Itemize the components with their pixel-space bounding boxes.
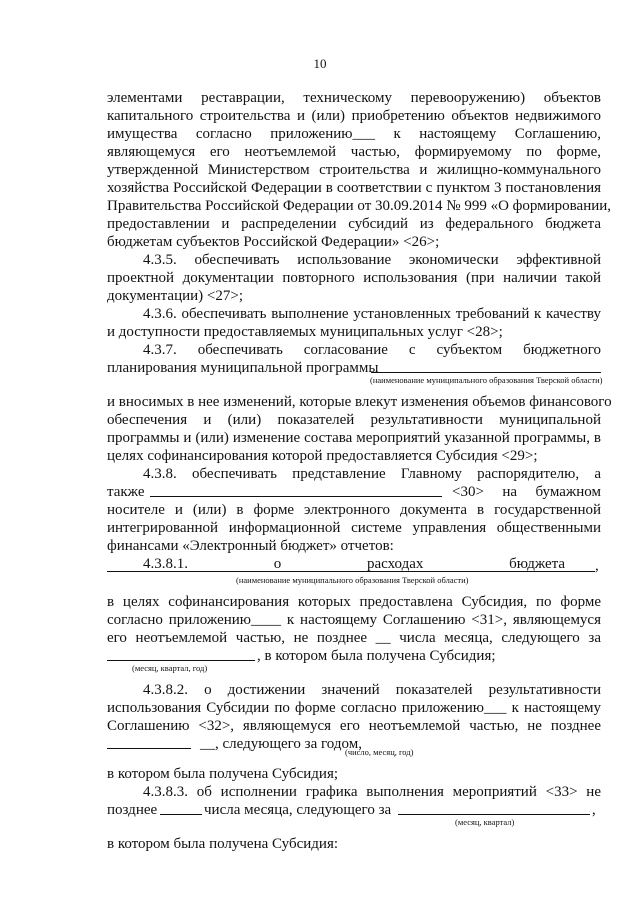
text-line: носителе и (или) в форме электронного документа в государственной [107, 502, 601, 518]
text-line: , [592, 802, 596, 818]
text-line: целях софинансирования которой предоставляется Субсидия <29>; [107, 448, 538, 464]
text-line: , в котором была получена Субсидия; [257, 648, 496, 664]
page-number: 10 [313, 56, 327, 71]
clause-4-3-8-1-text: 4.3.8.1. о расходах бюджета [143, 556, 566, 572]
clause-4-3-6: 4.3.6. обеспечивать выполнение установленных требований к качеству [143, 306, 601, 322]
text-line: позднее [107, 802, 158, 818]
caption-number-month-year: (число, месяц, год) [345, 747, 414, 757]
text-line: и доступности предоставляемых муниципальных услуг <28>; [107, 324, 503, 340]
blank-field-period [107, 660, 255, 661]
blank-field-budget [107, 571, 595, 572]
blank-field-recipient [150, 496, 442, 497]
clause-4-3-8-2: 4.3.8.2. о достижении значений показателей результативности [143, 682, 601, 698]
clause-4-3-8: 4.3.8. обеспечивать представление Главному распорядителю, а [143, 466, 601, 482]
text-line: в котором была получена Субсидия: [107, 836, 339, 852]
text-line: Соглашению <32>, являющемуся его неотъемлемой частью, не позднее [107, 718, 601, 734]
caption-municipality: (наименование муниципального образования Тверской области) [370, 375, 603, 385]
text-line: также [107, 484, 145, 500]
text-line: согласно приложению____ к настоящему Соглашению <31>, являющемуся [107, 612, 601, 628]
text-line: <30> на бумажном [452, 484, 601, 500]
clause-4-3-8-3: 4.3.8.3. об исполнении графика выполнения мероприятий <33> не [143, 784, 601, 800]
caption-month-quarter-year: (месяц, квартал, год) [132, 663, 208, 673]
text-line: в целях софинансирования которых предоставлена Субсидия, по форме [107, 594, 601, 610]
text-line: и вносимых в нее изменений, которые влекут изменения объемов финансового [107, 394, 612, 410]
text-line: использования Субсидии по форме согласно приложению___ к настоящему [107, 700, 601, 716]
text-line: , [595, 558, 599, 574]
text-line: хозяйства Российской Федерации в соответствии с пунктом 3 постановления [107, 180, 601, 196]
text-line: проектной документации повторного использования (при наличии такой [107, 270, 601, 286]
text-line: являющемуся его неотъемлемой частью, формируемому по форме, [107, 144, 601, 160]
text-line: капитального строительства и (или) приобретению объектов недвижимого [107, 108, 601, 124]
text-line: его неотъемлемой частью, не позднее __ числа месяца, следующего за [107, 630, 601, 646]
text-line: документации) <27>; [107, 288, 243, 304]
text-line: предоставлении и распределении субсидий из федерального бюджета [107, 216, 601, 232]
text-line: числа месяца, следующего за [204, 802, 392, 818]
text-line: Правительства Российской Федерации от 30.09.2014 № 999 «О формировании, [107, 198, 612, 214]
blank-field-date [107, 748, 191, 749]
caption-municipality: (наименование муниципального образования Тверской области) [236, 575, 469, 585]
text-line: утвержденной Министерством строительства и жилищно-коммунального [107, 162, 601, 178]
text-line: __, следующего за годом, [200, 736, 362, 752]
text-line: в котором была получена Субсидия; [107, 766, 339, 782]
blank-field-day [160, 814, 202, 815]
text-line: программы и (или) изменение состава мероприятий указанной программы, в [107, 430, 601, 446]
text-line: обеспечения и (или) показателей результативности муниципальной [107, 412, 601, 428]
text-line: имущества согласно приложению___ к настоящему Соглашению, [107, 126, 601, 142]
blank-field-municipality [371, 372, 601, 373]
text-line: финансами «Электронный бюджет» отчетов: [107, 538, 394, 554]
blank-field-month-quarter [398, 814, 590, 815]
caption-month-quarter: (месяц, квартал) [455, 817, 515, 827]
text-line: планирования муниципальной программы [107, 360, 379, 376]
text-line: бюджетам субъектов Российской Федерации» <26>; [107, 234, 440, 250]
text-line: элементами реставрации, техническому перевооружению) объектов [107, 90, 601, 106]
text-line: интегрированной информационной системе управления общественными [107, 520, 601, 536]
clause-4-3-7: 4.3.7. обеспечивать согласование с субъектом бюджетного [143, 342, 601, 358]
clause-4-3-5: 4.3.5. обеспечивать использование экономически эффективной [143, 252, 601, 268]
